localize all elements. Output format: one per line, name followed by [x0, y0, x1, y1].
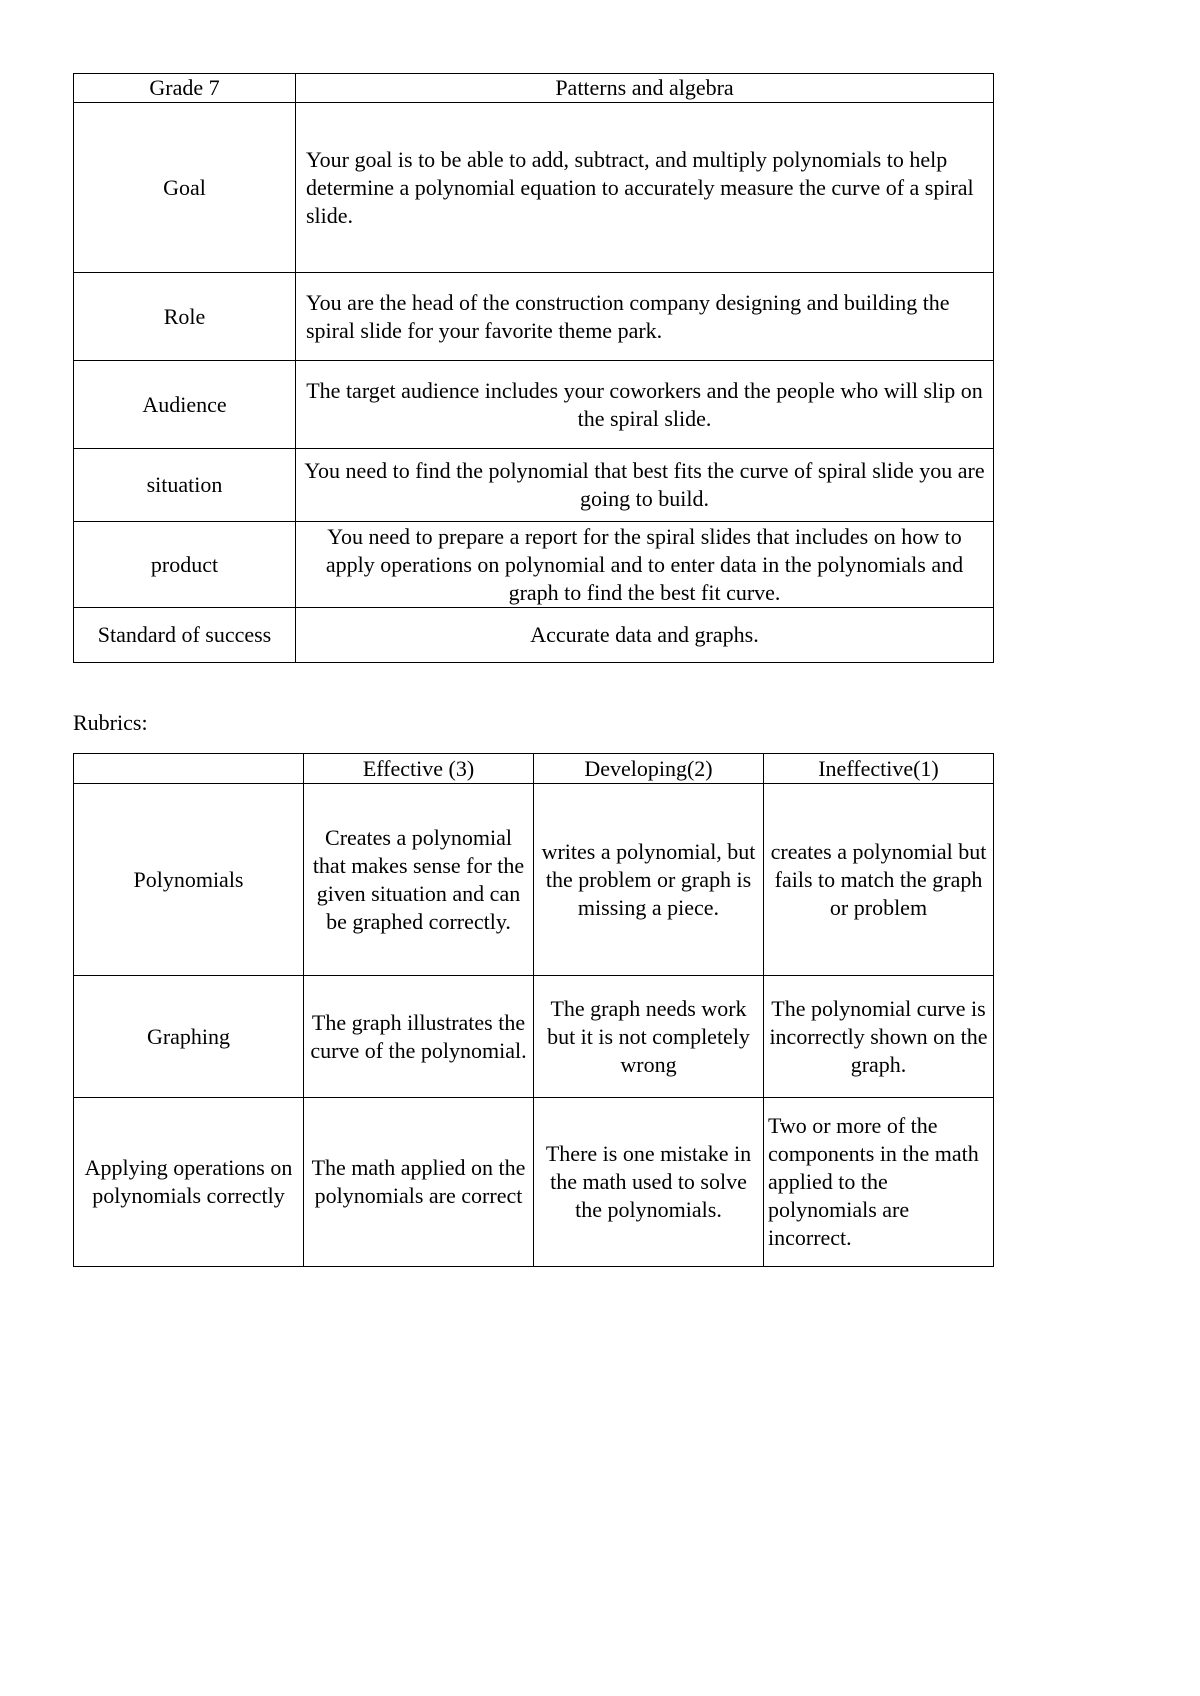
rubric-header-ineffective: Ineffective(1) — [764, 754, 994, 784]
rubric-table — [73, 753, 994, 1267]
grasps-text: The target audience includes your coworkers and the people who will slip on the spiral slide. — [296, 361, 994, 449]
rubric-ineffective: creates a polynomial but fails to match the graph or problem — [764, 784, 994, 976]
grasps-header-topic: Patterns and algebra — [296, 74, 994, 103]
grasps-label: Goal — [74, 103, 296, 273]
grasps-row-role — [74, 273, 994, 361]
rubric-effective: Creates a polynomial that makes sense for the given situation and can be graphed correctly. — [304, 784, 534, 976]
grasps-label: Audience — [74, 361, 296, 449]
rubric-header-row — [74, 754, 994, 784]
grasps-label: Role — [74, 273, 296, 361]
grasps-header-row — [74, 74, 994, 103]
grasps-label: situation — [74, 449, 296, 522]
rubric-header-effective: Effective (3) — [304, 754, 534, 784]
rubric-row-polynomials — [74, 784, 994, 976]
grasps-table — [73, 73, 994, 663]
grasps-text: Your goal is to be able to add, subtract, and multiply polynomials to help determine a polynomial equation to accurately measure the curve of a spiral slide. — [296, 103, 994, 273]
rubric-effective: The graph illustrates the curve of the polynomial. — [304, 976, 534, 1098]
grasps-row-product — [74, 522, 994, 608]
grasps-label: Standard of success — [74, 608, 296, 663]
grasps-row-situation — [74, 449, 994, 522]
rubric-row-operations — [74, 1098, 994, 1267]
rubric-criterion: Polynomials — [74, 784, 304, 976]
rubric-row-graphing — [74, 976, 994, 1098]
grasps-row-audience — [74, 361, 994, 449]
grasps-text: You need to prepare a report for the spiral slides that includes on how to apply operations on polynomial and to enter data in the polynomials and graph to find the best fit curve. — [296, 522, 994, 608]
grasps-row-goal — [74, 103, 994, 273]
grasps-row-standard — [74, 608, 994, 663]
rubric-developing: There is one mistake in the math used to solve the polynomials. — [534, 1098, 764, 1267]
grasps-label: product — [74, 522, 296, 608]
grasps-text: Accurate data and graphs. — [296, 608, 994, 663]
rubric-header-developing: Developing(2) — [534, 754, 764, 784]
rubric-developing: The graph needs work but it is not completely wrong — [534, 976, 764, 1098]
grasps-text: You need to find the polynomial that best fits the curve of spiral slide you are going to build. — [296, 449, 994, 522]
rubric-ineffective: The polynomial curve is incorrectly shown on the graph. — [764, 976, 994, 1098]
grasps-header-grade: Grade 7 — [74, 74, 296, 103]
rubric-ineffective: Two or more of the components in the math applied to the polynomials are incorrect. — [764, 1098, 994, 1267]
rubrics-heading: Rubrics: — [73, 710, 148, 735]
grasps-text: You are the head of the construction company designing and building the spiral slide for your favorite theme park. — [296, 273, 994, 361]
rubric-criterion: Applying operations on polynomials correctly — [74, 1098, 304, 1267]
rubric-effective: The math applied on the polynomials are correct — [304, 1098, 534, 1267]
rubric-developing: writes a polynomial, but the problem or graph is missing a piece. — [534, 784, 764, 976]
rubric-criterion: Graphing — [74, 976, 304, 1098]
rubric-header-empty — [74, 754, 304, 784]
